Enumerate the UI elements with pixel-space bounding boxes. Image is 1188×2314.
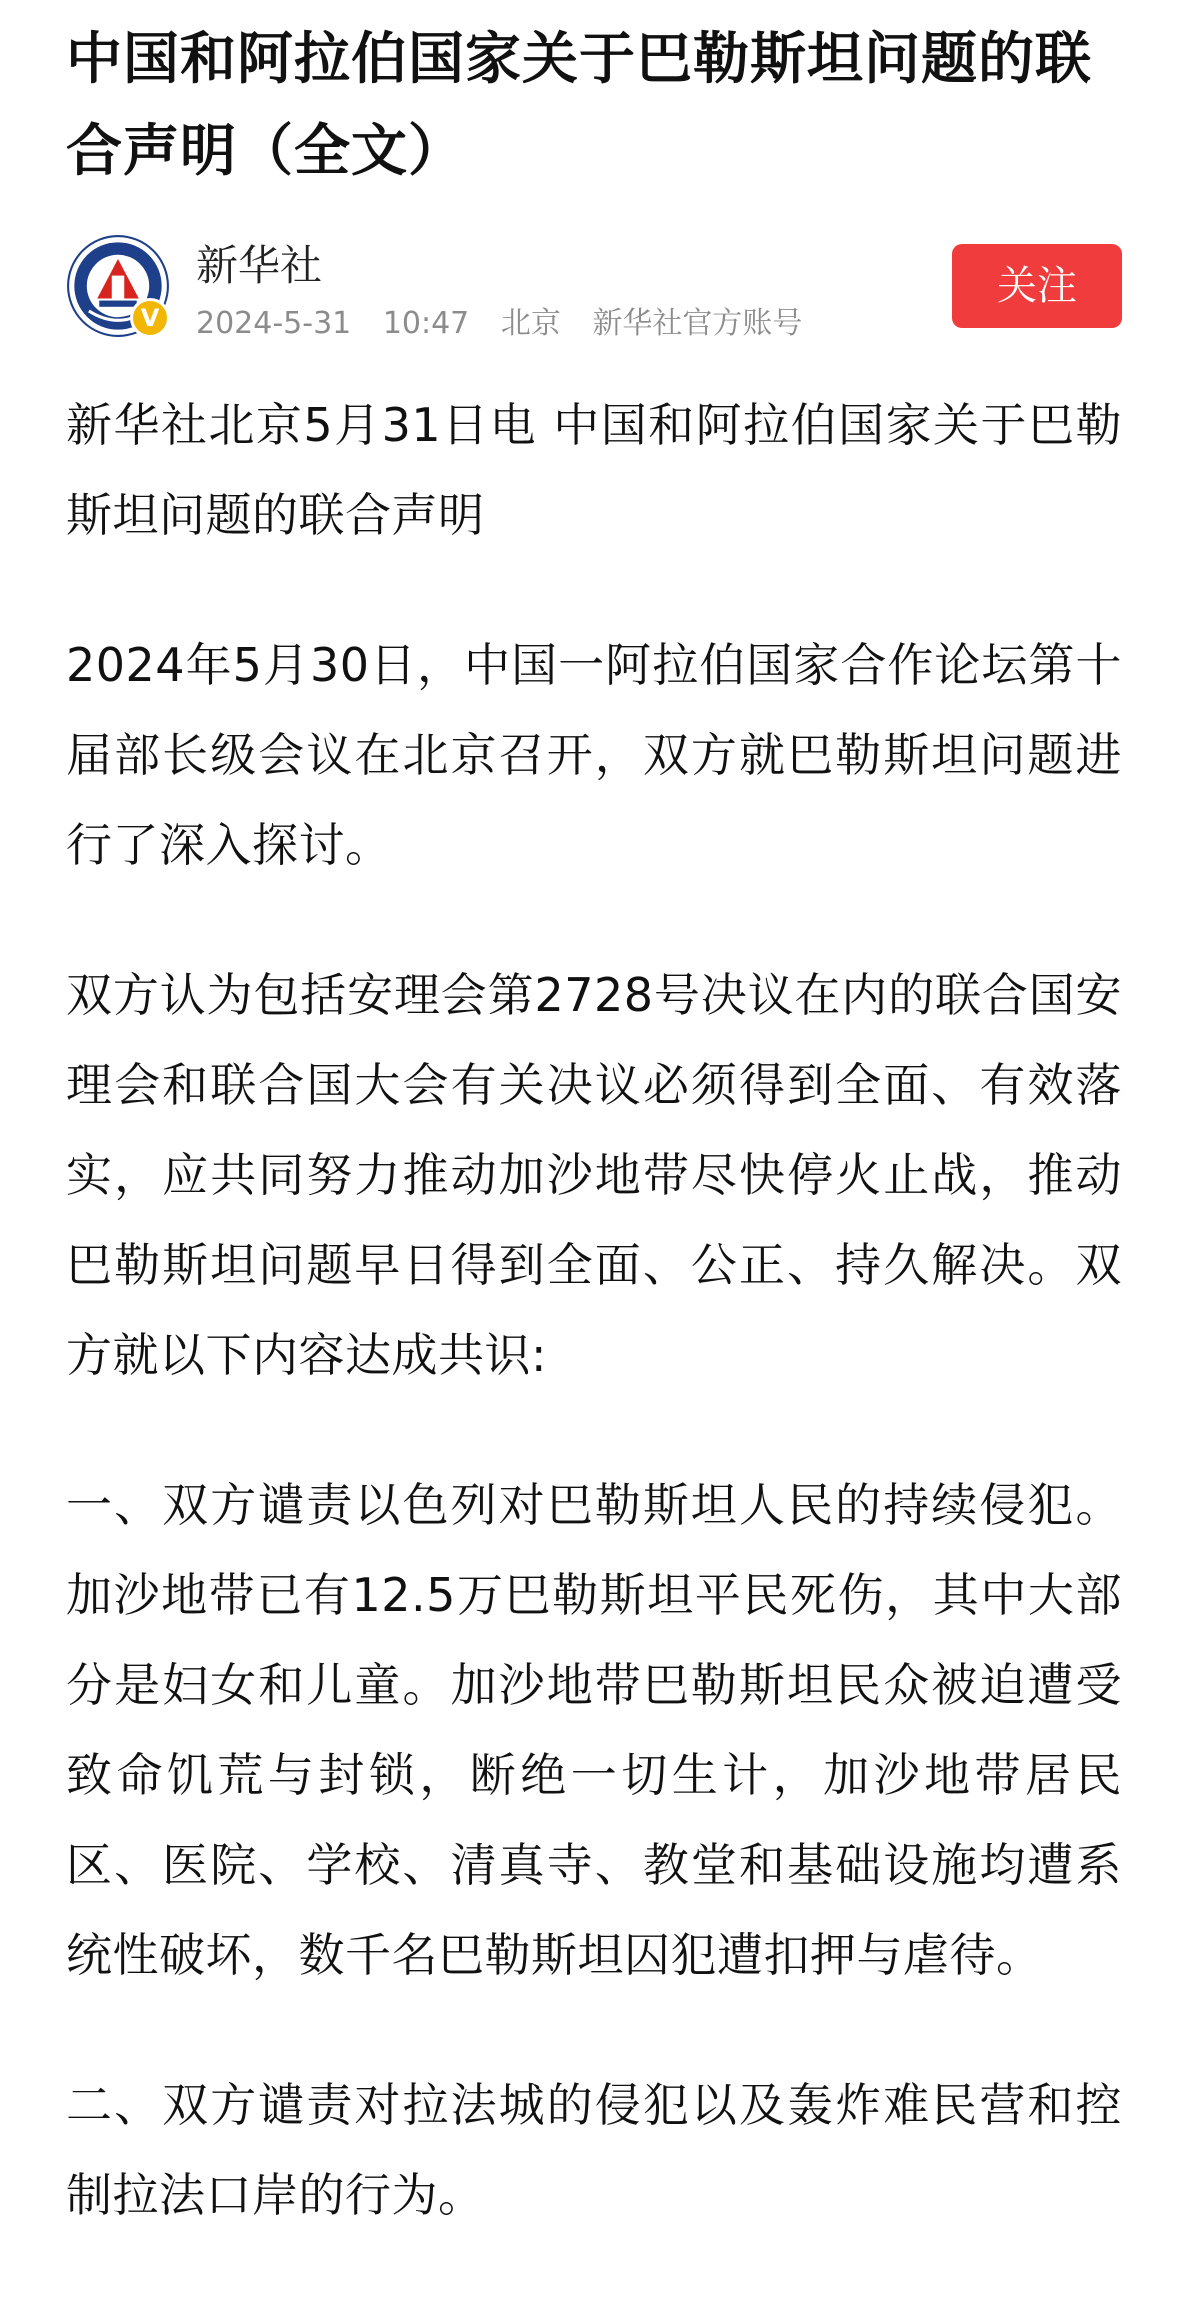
- article-paragraph: 双方认为包括安理会第2728号决议在内的联合国安理会和联合国大会有关决议必须得到全面、有效落实，应共同努力推动加沙地带尽快停火止战，推动巴勒斯坦问题早日得到全面、公正、持久解决。双方就以下内容达成共识:: [66, 968, 1122, 1382]
- article-paragraph: 新华社北京5月31日电 中国和阿拉伯国家关于巴勒斯坦问题的联合声明: [66, 398, 1122, 542]
- verified-badge-icon: V: [130, 298, 170, 338]
- publish-date: 2024-5-31: [196, 306, 352, 341]
- author-name[interactable]: 新华社: [196, 241, 323, 290]
- article-paragraph: 2024年5月30日，中国一阿拉伯国家合作论坛第十届部长级会议在北京召开，双方就巴勒斯坦问题进行了深入探讨。: [66, 638, 1122, 872]
- author-bar: [66, 234, 1122, 364]
- article-paragraph: 二、双方谴责对拉法城的侵犯以及轰炸难民营和控制拉法口岸的行为。: [66, 2078, 1122, 2222]
- article-title: 中国和阿拉伯国家关于巴勒斯坦问题的联合声明（全文）: [66, 27, 1092, 184]
- article-body: [66, 380, 1122, 2240]
- publish-location: 北京: [500, 306, 561, 341]
- follow-button[interactable]: 关注: [952, 244, 1122, 328]
- publish-time: 10:47: [382, 306, 470, 341]
- account-type: 新华社官方账号: [592, 306, 803, 341]
- author-avatar[interactable]: [66, 234, 170, 338]
- author-meta: [196, 304, 824, 344]
- article-paragraph: 一、双方谴责以色列对巴勒斯坦人民的持续侵犯。加沙地带已有12.5万巴勒斯坦平民死伤，其中大部分是妇女和儿童。加沙地带巴勒斯坦民众被迫遭受致命饥荒与封锁，断绝一切生计，加沙地带居民区、医院、学校、清真寺、教堂和基础设施均遭系统性破坏，数千名巴勒斯坦囚犯遭扣押与虐待。: [66, 1478, 1122, 1982]
